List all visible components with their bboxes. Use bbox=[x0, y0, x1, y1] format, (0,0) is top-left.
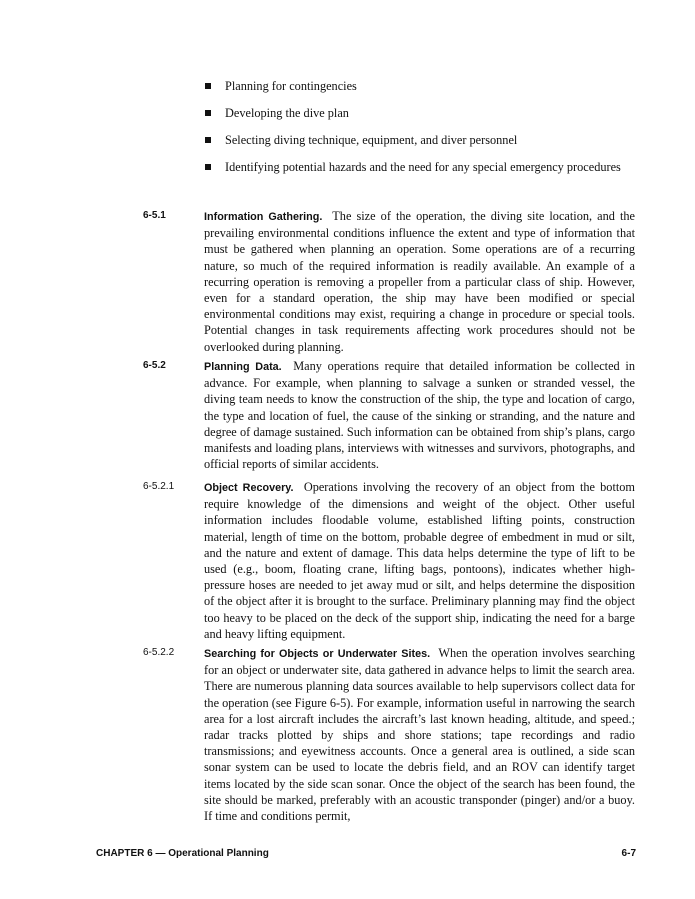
footer-page-number: 6-7 bbox=[621, 848, 636, 859]
bullet-text: Identifying potential hazards and the need for any special emergency procedures bbox=[225, 160, 621, 174]
square-bullet-icon bbox=[205, 110, 211, 116]
section-text: Many operations require that detailed information be collected in advance. For example, when planning to salvage a sunken or stranded vessel, the diving team needs to know the construction of the ship, the type and location of cargo, the type and location of fuel, the cause of the sinking or stranding, and the nature and degree of damage sustained. Such information can be obtained from ship’s plans, cargo manifests and loading plans, interviews with witnesses and survivors, photographs, and official reports of similar accidents. bbox=[204, 359, 635, 472]
section-number: 6-5.2.2 bbox=[143, 647, 175, 658]
section-title: Object Recovery. bbox=[204, 482, 294, 494]
square-bullet-icon bbox=[205, 137, 211, 143]
square-bullet-icon bbox=[205, 164, 211, 170]
section-title: Planning Data. bbox=[204, 361, 282, 373]
square-bullet-icon bbox=[205, 83, 211, 89]
bullet-text: Developing the dive plan bbox=[225, 106, 349, 120]
section-title: Information Gathering. bbox=[204, 211, 323, 223]
section-text: The size of the operation, the diving site location, and the prevailing environmental conditions influence the extent and type of information that must be gathered when planning an operation. Some operations are of a recurring nature, so much of the required information is readily available. An example of a recurring operation is removing a propeller from a particular class of ship. However, even for a standard operation, the ship may have been modified or special environmental conditions may exist, requiring a change in procedure or special tools. Potential changes in task requirements affecting work procedures should not be overlooked during planning. bbox=[204, 209, 635, 354]
bullet-text: Selecting diving technique, equipment, and diver personnel bbox=[225, 133, 518, 147]
bullet-item bbox=[205, 78, 635, 94]
section-body bbox=[204, 358, 635, 472]
bullet-item bbox=[205, 132, 635, 148]
section-number: 6-5.2 bbox=[143, 360, 166, 371]
section-number: 6-5.1 bbox=[143, 210, 166, 221]
section-body bbox=[204, 479, 635, 642]
bullet-item bbox=[205, 105, 635, 121]
section-text: When the operation involves searching for an object or underwater site, data gathered in advance helps to limit the search area. There are numerous planning data sources available to help supervisors collect data for the operation (see Figure 6-5). For example, information useful in narrowing the search area for a lost aircraft includes the aircraft’s last known heading, altitude, and speed.; radar tracks plotted by ships and shore stations; tape recordings and radio transmissions; and eyewitness accounts. Once a general area is outlined, a side scan sonar system can be used to locate the debris field, and an ROV can identify target items located by the side scan sonar. Once the object of the search has been found, the site should be marked, preferably with an acoustic transponder (pinger) and/or a buoy. If time and conditions permit, bbox=[204, 646, 636, 824]
section-title: Searching for Objects or Underwater Sites. bbox=[204, 648, 431, 660]
footer-chapter-title: CHAPTER 6 — Operational Planning bbox=[96, 848, 269, 859]
section-body bbox=[204, 208, 635, 355]
section-6-5-2-1 bbox=[143, 479, 635, 642]
section-text: Operations involving the recovery of an object from the bottom require knowledge of the dimensions and weight of the object. Other useful information includes floodable volume, established lifting points, construction material, length of time on the bottom, probable degree of embedment in mud or silt, and the nature and extent of damage. This data helps determine the type of lift to be used (e.g., boom, floating crane, lifting bags, pontoons), indicates whether high-pressure hoses are needed to jet away mud or silt, and helps determine the disposition of the object after it is brought to the surface. Preliminary planning may find the object too heavy to be placed on the deck of the support ship, indicating the need for a barge and heavy lifting equipment. bbox=[204, 480, 635, 641]
section-number: 6-5.2.1 bbox=[143, 481, 175, 492]
section-6-5-1 bbox=[143, 208, 635, 355]
section-body bbox=[204, 645, 635, 824]
bullet-list bbox=[205, 78, 635, 186]
section-6-5-2-2 bbox=[143, 645, 635, 824]
bullet-text: Planning for contingencies bbox=[225, 79, 357, 93]
bullet-item bbox=[205, 159, 635, 175]
section-6-5-2 bbox=[143, 358, 635, 472]
